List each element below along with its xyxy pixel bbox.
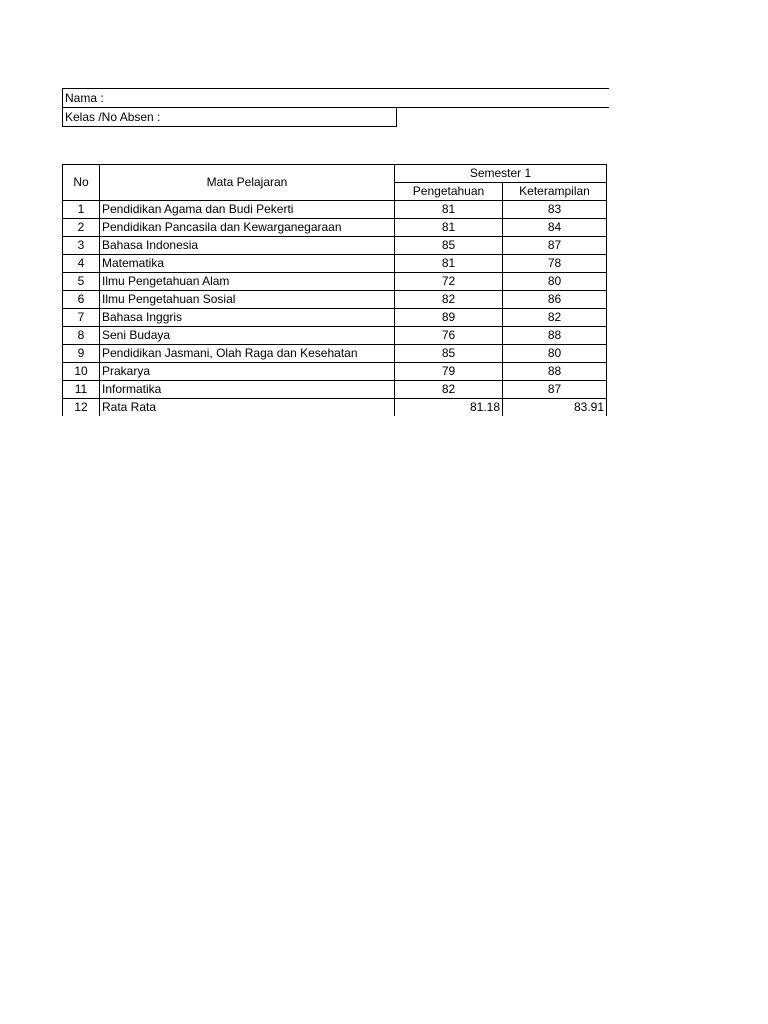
table-row — [63, 381, 607, 399]
average-row — [63, 399, 607, 417]
nama-label: Nama : — [63, 89, 397, 108]
row-subject: Ilmu Pengetahuan Sosial — [100, 291, 395, 309]
row-keterampilan: 80 — [503, 345, 607, 363]
nama-row — [63, 89, 610, 108]
row-subject: Pendidikan Pancasila dan Kewarganegaraan — [100, 219, 395, 237]
row-subject: Informatika — [100, 381, 395, 399]
row-pengetahuan: 89 — [395, 309, 503, 327]
row-no: 11 — [63, 381, 100, 399]
table-row — [63, 345, 607, 363]
row-keterampilan: 78 — [503, 255, 607, 273]
table-header-row — [63, 165, 607, 183]
row-keterampilan: 88 — [503, 363, 607, 381]
student-info-table — [62, 88, 609, 127]
row-pengetahuan: 79 — [395, 363, 503, 381]
row-subject: Bahasa Inggris — [100, 309, 395, 327]
row-no: 1 — [63, 201, 100, 219]
header-keterampilan: Keterampilan — [503, 183, 607, 201]
row-keterampilan: 86 — [503, 291, 607, 309]
grades-table — [62, 164, 607, 416]
table-row — [63, 291, 607, 309]
row-pengetahuan: 76 — [395, 327, 503, 345]
table-row — [63, 273, 607, 291]
row-subject: Ilmu Pengetahuan Alam — [100, 273, 395, 291]
row-pengetahuan: 82 — [395, 381, 503, 399]
header-semester: Semester 1 — [395, 165, 607, 183]
row-keterampilan: 80 — [503, 273, 607, 291]
table-row — [63, 327, 607, 345]
table-row — [63, 201, 607, 219]
table-row — [63, 363, 607, 381]
kelas-row — [63, 108, 610, 127]
header-subject: Mata Pelajaran — [100, 165, 395, 201]
row-no: 3 — [63, 237, 100, 255]
kelas-label: Kelas /No Absen : — [63, 108, 397, 127]
nama-value — [397, 89, 610, 108]
table-row — [63, 219, 607, 237]
row-keterampilan: 88 — [503, 327, 607, 345]
row-subject: Matematika — [100, 255, 395, 273]
row-pengetahuan: 82 — [395, 291, 503, 309]
row-no: 10 — [63, 363, 100, 381]
row-keterampilan: 87 — [503, 381, 607, 399]
row-subject: Rata Rata — [100, 399, 395, 417]
row-no: 6 — [63, 291, 100, 309]
row-no: 12 — [63, 399, 100, 417]
row-subject: Bahasa Indonesia — [100, 237, 395, 255]
row-pengetahuan: 81 — [395, 255, 503, 273]
row-pengetahuan: 72 — [395, 273, 503, 291]
row-no: 7 — [63, 309, 100, 327]
row-no: 9 — [63, 345, 100, 363]
row-pengetahuan: 85 — [395, 345, 503, 363]
row-no: 8 — [63, 327, 100, 345]
row-subject: Pendidikan Jasmani, Olah Raga dan Kesehatan — [100, 345, 395, 363]
row-pengetahuan: 85 — [395, 237, 503, 255]
row-pengetahuan: 81 — [395, 201, 503, 219]
row-no: 5 — [63, 273, 100, 291]
row-no: 2 — [63, 219, 100, 237]
average-pengetahuan: 81.18 — [395, 399, 503, 417]
header-pengetahuan: Pengetahuan — [395, 183, 503, 201]
row-keterampilan: 87 — [503, 237, 607, 255]
table-row — [63, 237, 607, 255]
row-subject: Seni Budaya — [100, 327, 395, 345]
row-pengetahuan: 81 — [395, 219, 503, 237]
header-no: No — [63, 165, 100, 201]
kelas-value — [397, 108, 610, 127]
row-subject: Pendidikan Agama dan Budi Pekerti — [100, 201, 395, 219]
row-subject: Prakarya — [100, 363, 395, 381]
row-keterampilan: 82 — [503, 309, 607, 327]
table-row — [63, 255, 607, 273]
row-keterampilan: 84 — [503, 219, 607, 237]
average-keterampilan: 83.91 — [503, 399, 607, 417]
row-no: 4 — [63, 255, 100, 273]
row-keterampilan: 83 — [503, 201, 607, 219]
table-row — [63, 309, 607, 327]
